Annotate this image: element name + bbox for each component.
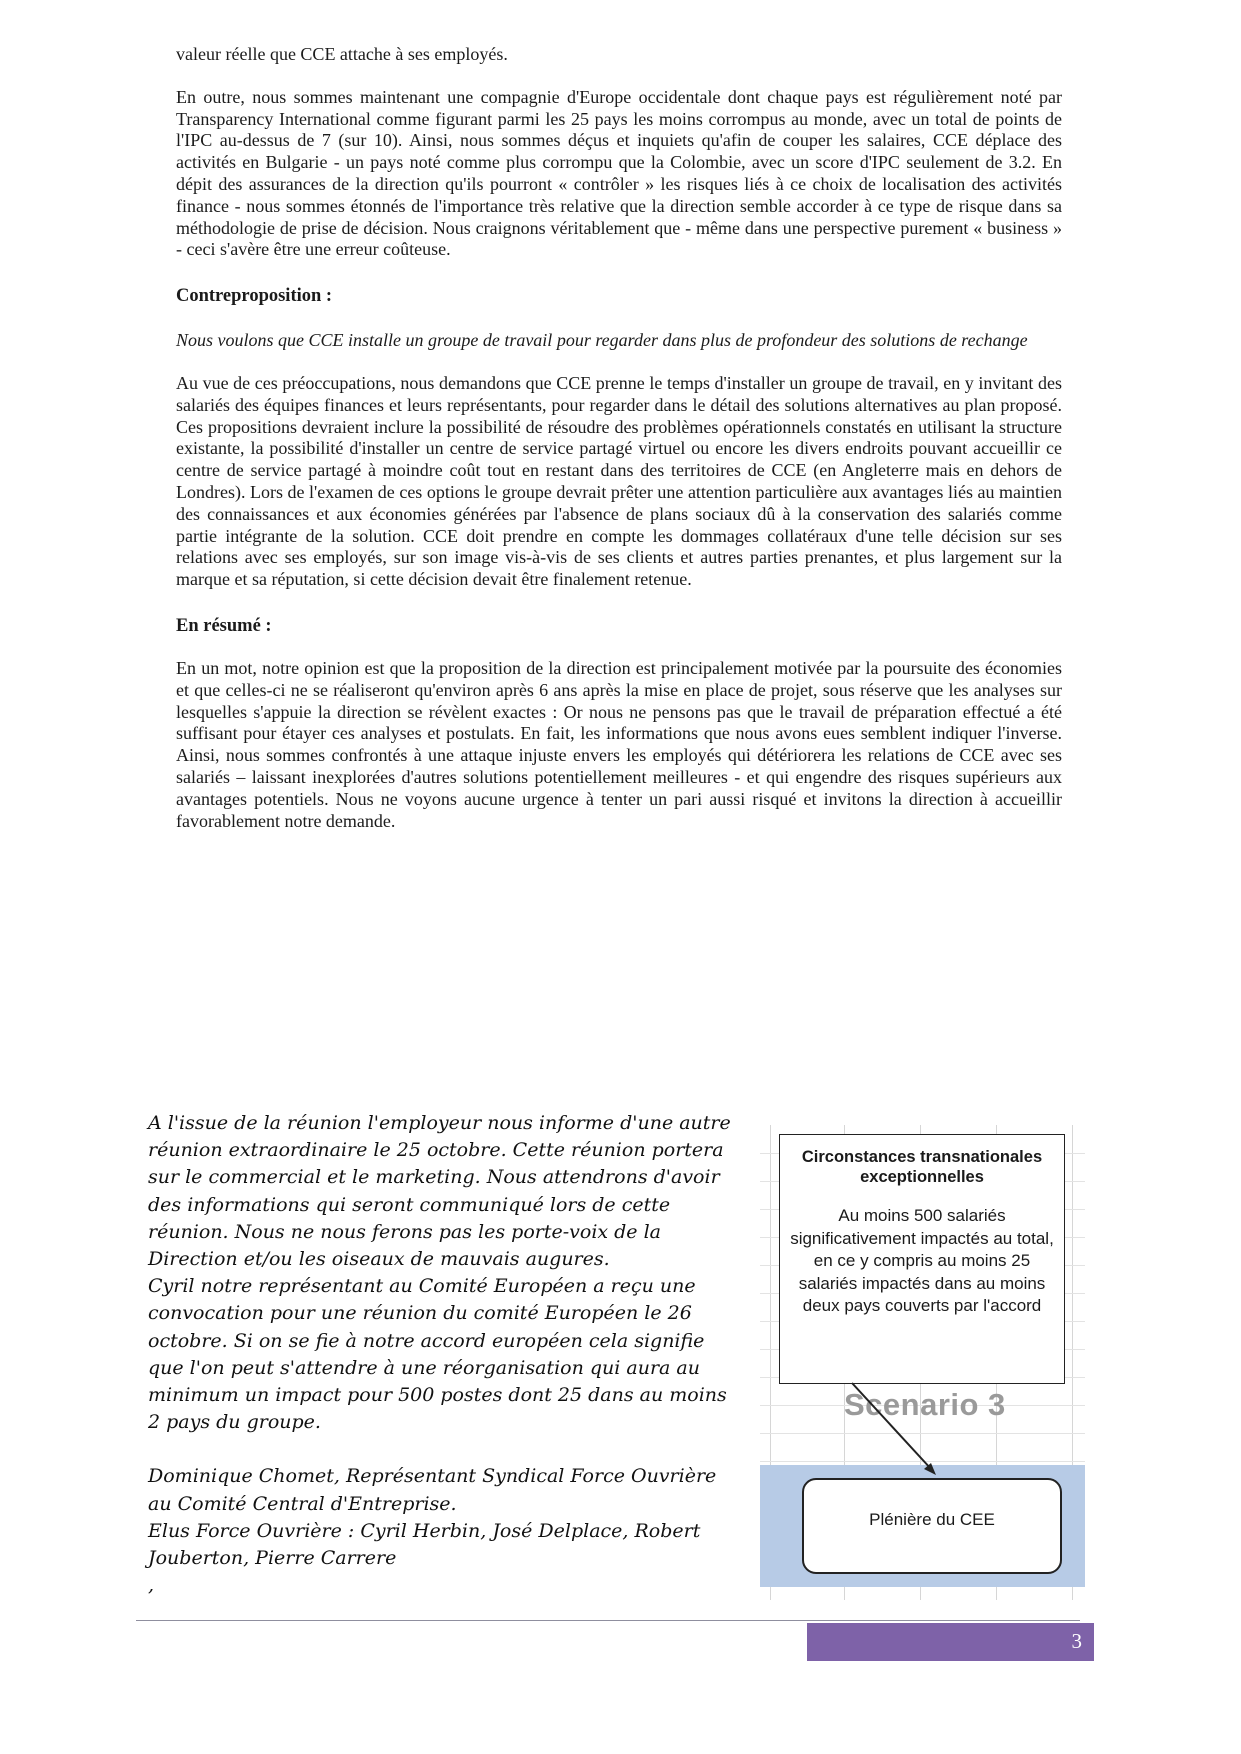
scenario-diagram — [760, 1125, 1085, 1600]
section-heading: Contreproposition : — [176, 286, 333, 307]
footer-bar — [807, 1623, 1094, 1661]
paragraph: Au vue de ces préoccupations, nous demandons que CCE prenne le temps d'installer un groupe de travail, en y invitant des salariés des équipes finances et leurs représentants, pour regarder dans le détail des solutions alternatives au plan proposé. Ces propositions devraient inclure la possibilité de résoudre des problèmes opérationnels constatés en utilisant la structure existante, la possibilité d'installer un centre de service partagé virtuel ou encore les divers endroits pouvant accueillir ce centre de service partagé à moindre coût tout en restant dans des territoires de CCE (en Angleterre mais en dehors de Londres). Lors de l'examen de ces options le groupe devrait prêter une attention particulière aux avantages liés au maintien des connaissances et aux économies générées par l'absence de plans sociaux dû à la conservation des salariés comme partie intégrante de la solution. CCE doit prendre en compte les dommages collatéraux d'une telle décision sur ses relations avec ses employés, sur son image vis-à-vis de ses clients et autres parties prenantes, et plus largement sur la marque et sa réputation, si cette décision devait être finalement retenue. — [176, 372, 1062, 590]
paragraph: En un mot, notre opinion est que la proposition de la direction est principalement motivée par la poursuite des économies et que celles-ci ne se réaliseront qu'environ après 6 ans après la mise en place de projet, sous réserve que les analyses sur lesquelles s'appuie la direction se révèlent exactes : Or nous ne pensons pas que le travail de préparation effectué a été suffisant pour étayer ces analyses et postulats. En fait, les informations que nous avons eues semblent indiquer l'inverse. Ainsi, nous sommes confrontés à une attaque injuste envers les employés qui détériorera les relations de CCE avec ses salariés – laissant inexplorées d'autres solutions potentiellement meilleures - et qui engendre des risques supérieurs aux avantages potentiels. Nous ne voyons aucune urgence à tenter un pari aussi risqué et invitons la direction à accueillir favorablement notre demande. — [176, 657, 1062, 831]
trailing-mark: , — [148, 1574, 155, 1597]
page-number: 3 — [1071, 1629, 1082, 1653]
paragraph: En outre, nous sommes maintenant une compagnie d'Europe occidentale dont chaque pays est régulièrement noté par Transparency International comme figurant parmi les 25 pays les moins corrompus au monde, avec un total de points de l'IPC au-dessus de 7 (sur 10). Ainsi, nous sommes déçus et inquiets qu'afin de couper les salaires, CCE déplace des activités en Bulgarie - un pays noté comme plus corrompu que la Colombie, avec un score d'IPC seulement de 3.2. En dépit des assurances de la direction qu'ils pourront « contrôler » les risques liés à ce choix de localisation des activités finance - nous sommes étonnés de l'importance très relative que la direction semble accorder à ce type de risque dans sa méthodologie de prise de décision. Nous craignons véritablement que - même dans une perspective purement « business » - ceci s'avère être une erreur coûteuse. — [176, 86, 1062, 260]
circumstances-body: Au moins 500 salariés significativement impactés au total, en ce y compris au moins 25 salariés impactés dans au moins deux pays couverts par l'accord — [790, 1206, 1054, 1315]
pleniere-box: Plénière du CEE — [802, 1478, 1062, 1574]
signature-line: Dominique Chomet, Représentant Syndical Force Ouvrière au Comité Central d'Entreprise. — [148, 1465, 717, 1515]
footer-rule — [136, 1620, 1080, 1621]
circumstances-title: Circonstances transnationales exceptionnelles — [801, 1148, 1043, 1186]
union-note — [148, 1110, 738, 1599]
signature-line: Elus Force Ouvrière : Cyril Herbin, José Delplace, Robert Jouberton, Pierre Carrere — [148, 1519, 701, 1570]
letter-scan — [176, 44, 1062, 832]
note-paragraph: A l'issue de la réunion l'employeur nous informe d'une autre réunion extraordinaire le 25 octobre. Cette réunion portera sur le commercial et le marketing. Nous attendrons d'avoir des informations qui seront communiqué lors de cette réunion. Nous ne nous ferons pas les porte-voix de la Direction et/ou les oiseaux de mauvais augures. — [148, 1112, 731, 1271]
section-heading: En résumé : — [176, 615, 272, 636]
counter-proposal-lead: Nous voulons que CCE installe un groupe de travail pour regarder dans plus de profondeur des solutions de rechange — [176, 330, 1028, 351]
note-paragraph: Cyril notre représentant au Comité Européen a reçu une convocation pour une réunion du comité Européen le 26 octobre. Si on se fie à notre accord européen cela signifie que l'on peut s'attendre à une réorganisation qui aura au minimum un impact pour 500 postes dont 25 dans au moins 2 pays du groupe. — [148, 1275, 727, 1434]
scenario-label: Scenario 3 — [844, 1387, 1006, 1422]
paragraph: valeur réelle que CCE attache à ses employés. — [176, 44, 508, 64]
